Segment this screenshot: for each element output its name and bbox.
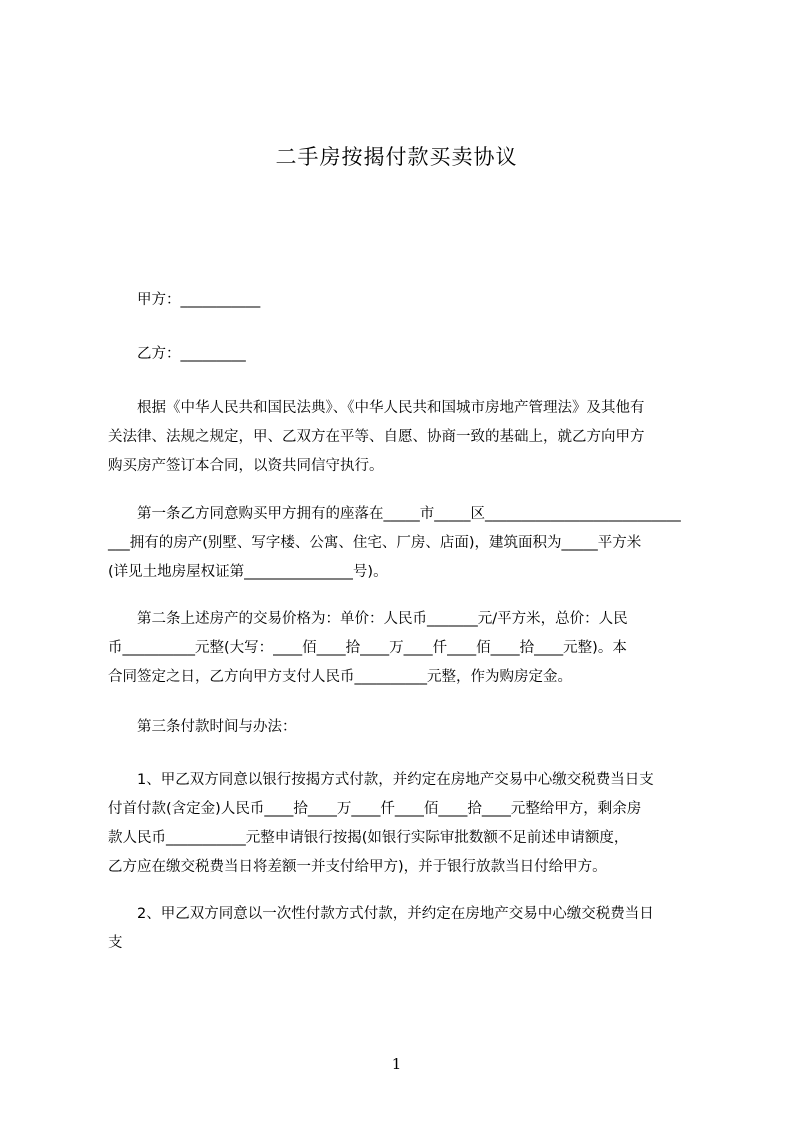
paragraph-line: 第二条上述房产的交易价格为：单价：人民币_______元/平方米，总价：人民 (137, 611, 628, 627)
paragraph-line: 根据《中华人民共和国民法典》、《中华人民共和国城市房地产管理法》及其他有 (137, 400, 645, 416)
paragraph-line: 合同签定之日，乙方向甲方支付人民币__________元整，作为购房定金。 (108, 669, 572, 685)
party-b-line (108, 340, 737, 369)
paragraph-line: 关法律、法规之规定，甲、乙双方在平等、自愿、协商一致的基础上，就乙方向甲方 (108, 429, 645, 445)
paragraph-line: 购买房产签订本合同，以资共同信守执行。 (108, 458, 384, 474)
party-a-text: 甲方：___________ (137, 292, 261, 308)
paragraph-line: 币__________元整(大写：____佰____拾____万____仟____佰____拾____元整)。本 (108, 640, 627, 656)
paragraph-line: 2、甲乙双方同意以一次性付款方式付款，并约定在房地产交易中心缴交税费当日 (137, 906, 654, 922)
paragraph-line: 款人民币___________元整申请银行按揭(如银行实际审批数额不足前述申请额度， (108, 830, 629, 846)
paragraph-line: 第一条乙方同意购买甲方拥有的座落在_____市_____区___________________________ (137, 506, 681, 522)
clause-1-paragraph (108, 766, 708, 882)
article-1-paragraph (108, 500, 708, 587)
paragraph-line: 乙方应在缴交税费当日将差额一并支付给甲方)，并于银行放款当日付给甲方。 (108, 859, 607, 875)
page-number: 1 (391, 1055, 402, 1073)
party-a-line (108, 286, 737, 315)
paragraph-line: 支 (108, 935, 123, 951)
article-3-heading (108, 713, 737, 742)
article-2-paragraph (108, 605, 708, 692)
article-3-heading-text: 第三条付款时间与办法： (137, 719, 297, 735)
preamble-paragraph (108, 394, 708, 481)
paragraph-line: 1、甲乙双方同意以银行按揭方式付款，并约定在房地产交易中心缴交税费当日支 (137, 772, 654, 788)
paragraph-line: 付首付款(含定金)人民币____拾____万____仟____佰____拾____元整给甲方，剩余房 (108, 801, 642, 817)
paragraph-line: (详见土地房屋权证第_______________号)。 (108, 564, 388, 580)
party-b-text: 乙方：_________ (137, 346, 246, 362)
document-title: 二手房按揭付款买卖协议 (275, 145, 518, 169)
paragraph-line: ___拥有的房产(别墅、写字楼、公寓、住宅、厂房、店面)，建筑面积为_____平方米 (108, 535, 642, 551)
clause-2-paragraph (108, 900, 708, 958)
